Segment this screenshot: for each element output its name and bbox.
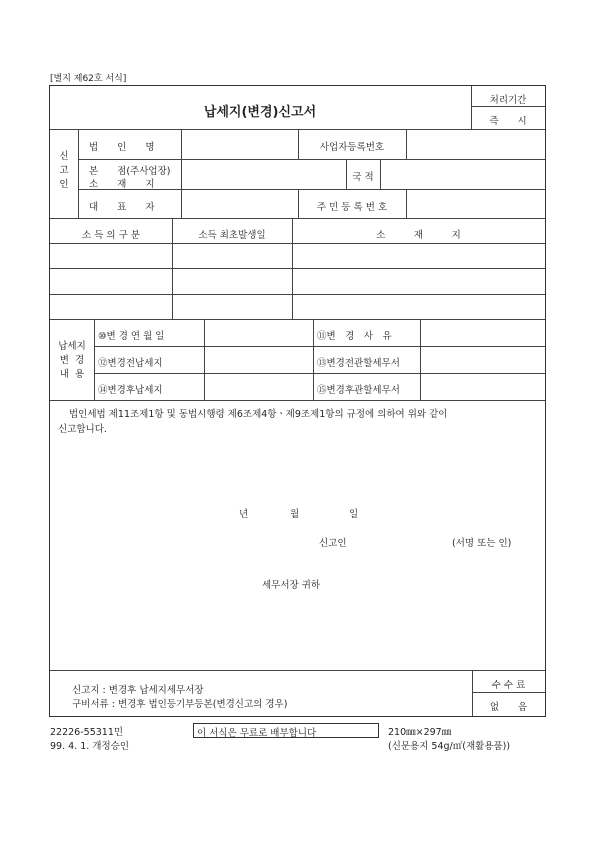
change-date-field[interactable] <box>205 321 312 345</box>
nationality-field[interactable] <box>381 161 544 188</box>
date-day-label: 일 <box>349 509 359 520</box>
fee-value: 없 음 <box>489 702 528 713</box>
applicant-group-label: 신 고 인 <box>59 151 69 190</box>
approval-date: 99. 4. 1. 개정승인 <box>50 741 130 752</box>
form-number: [별지 제62호 서식] <box>50 74 127 84</box>
resident-no-field[interactable] <box>407 191 544 217</box>
paper-type: (신문용지 54g/㎡(재활용품)) <box>388 741 511 752</box>
income-location-header: 소 재 지 <box>376 230 461 241</box>
form-title: 납세지(변경)신고서 <box>203 105 317 120</box>
hq-address-field[interactable] <box>182 161 345 188</box>
change-group-label: 납세지 변 경 내 용 <box>58 341 86 380</box>
before-tax-office-label: ⑬변경전관할세무서 <box>317 358 400 369</box>
hq-address-label: 본 점(주사업장) <box>89 166 171 177</box>
declaration-line-1: 법인세법 제11조제1항 및 동법시행령 제6조제4항ㆍ제9조제1항의 규정에 의하여 위와 같이 <box>69 409 448 420</box>
income-first-date-header: 소득 최초발생일 <box>198 230 266 241</box>
before-tax-place-field[interactable] <box>205 347 312 372</box>
paper-size: 210㎜×297㎜ <box>388 727 452 738</box>
corp-name-field[interactable] <box>182 131 297 158</box>
addressee: 세무서장 귀하 <box>262 580 321 591</box>
processing-period-value: 즉 시 <box>489 116 527 127</box>
after-tax-office-label: ⑮변경후관할세무서 <box>317 385 400 396</box>
processing-period-label: 처리기간 <box>489 95 527 106</box>
date-year-label: 년 <box>239 509 249 520</box>
nationality-label: 국 적 <box>352 172 374 183</box>
change-reason-field[interactable] <box>421 321 544 345</box>
biz-reg-no-label: 사업자등록번호 <box>319 142 385 153</box>
declaration-line-2: 신고합니다. <box>58 424 107 435</box>
corp-name-label: 법 인 명 <box>89 142 155 153</box>
income-type-header: 소 득 의 구 분 <box>82 230 140 241</box>
free-distribution-notice: 이 서식은 무료로 배부합니다 <box>197 728 317 739</box>
before-tax-place-label: ⑫변경전납세지 <box>98 358 163 369</box>
after-tax-office-field[interactable] <box>421 374 544 399</box>
after-tax-place-field[interactable] <box>205 374 312 399</box>
hq-address-label-2: 소 재 지 <box>89 179 155 190</box>
signer-label: 신고인 <box>319 538 347 549</box>
biz-reg-no-field[interactable] <box>407 131 544 158</box>
representative-field[interactable] <box>182 191 297 217</box>
sign-or-seal-note: (서명 또는 인) <box>452 538 512 549</box>
required-documents: 구비서류 : 변경후 법인등기부등본(변경신고의 경우) <box>72 699 288 710</box>
after-tax-place-label: ⑭변경후납세지 <box>98 385 163 396</box>
change-date-label: ⑩변 경 연 월 일 <box>98 331 165 342</box>
representative-label: 대 표 자 <box>89 202 155 213</box>
before-tax-office-field[interactable] <box>421 347 544 372</box>
date-month-label: 월 <box>290 509 300 520</box>
submit-to: 신고지 : 변경후 납세지세무서장 <box>72 685 204 696</box>
change-reason-label: ⑪변 경 사 유 <box>317 331 392 342</box>
resident-no-label: 주 민 등 록 번 호 <box>316 202 388 213</box>
fee-label: 수 수 료 <box>491 680 526 691</box>
form-code: 22226-55311민 <box>50 727 124 738</box>
